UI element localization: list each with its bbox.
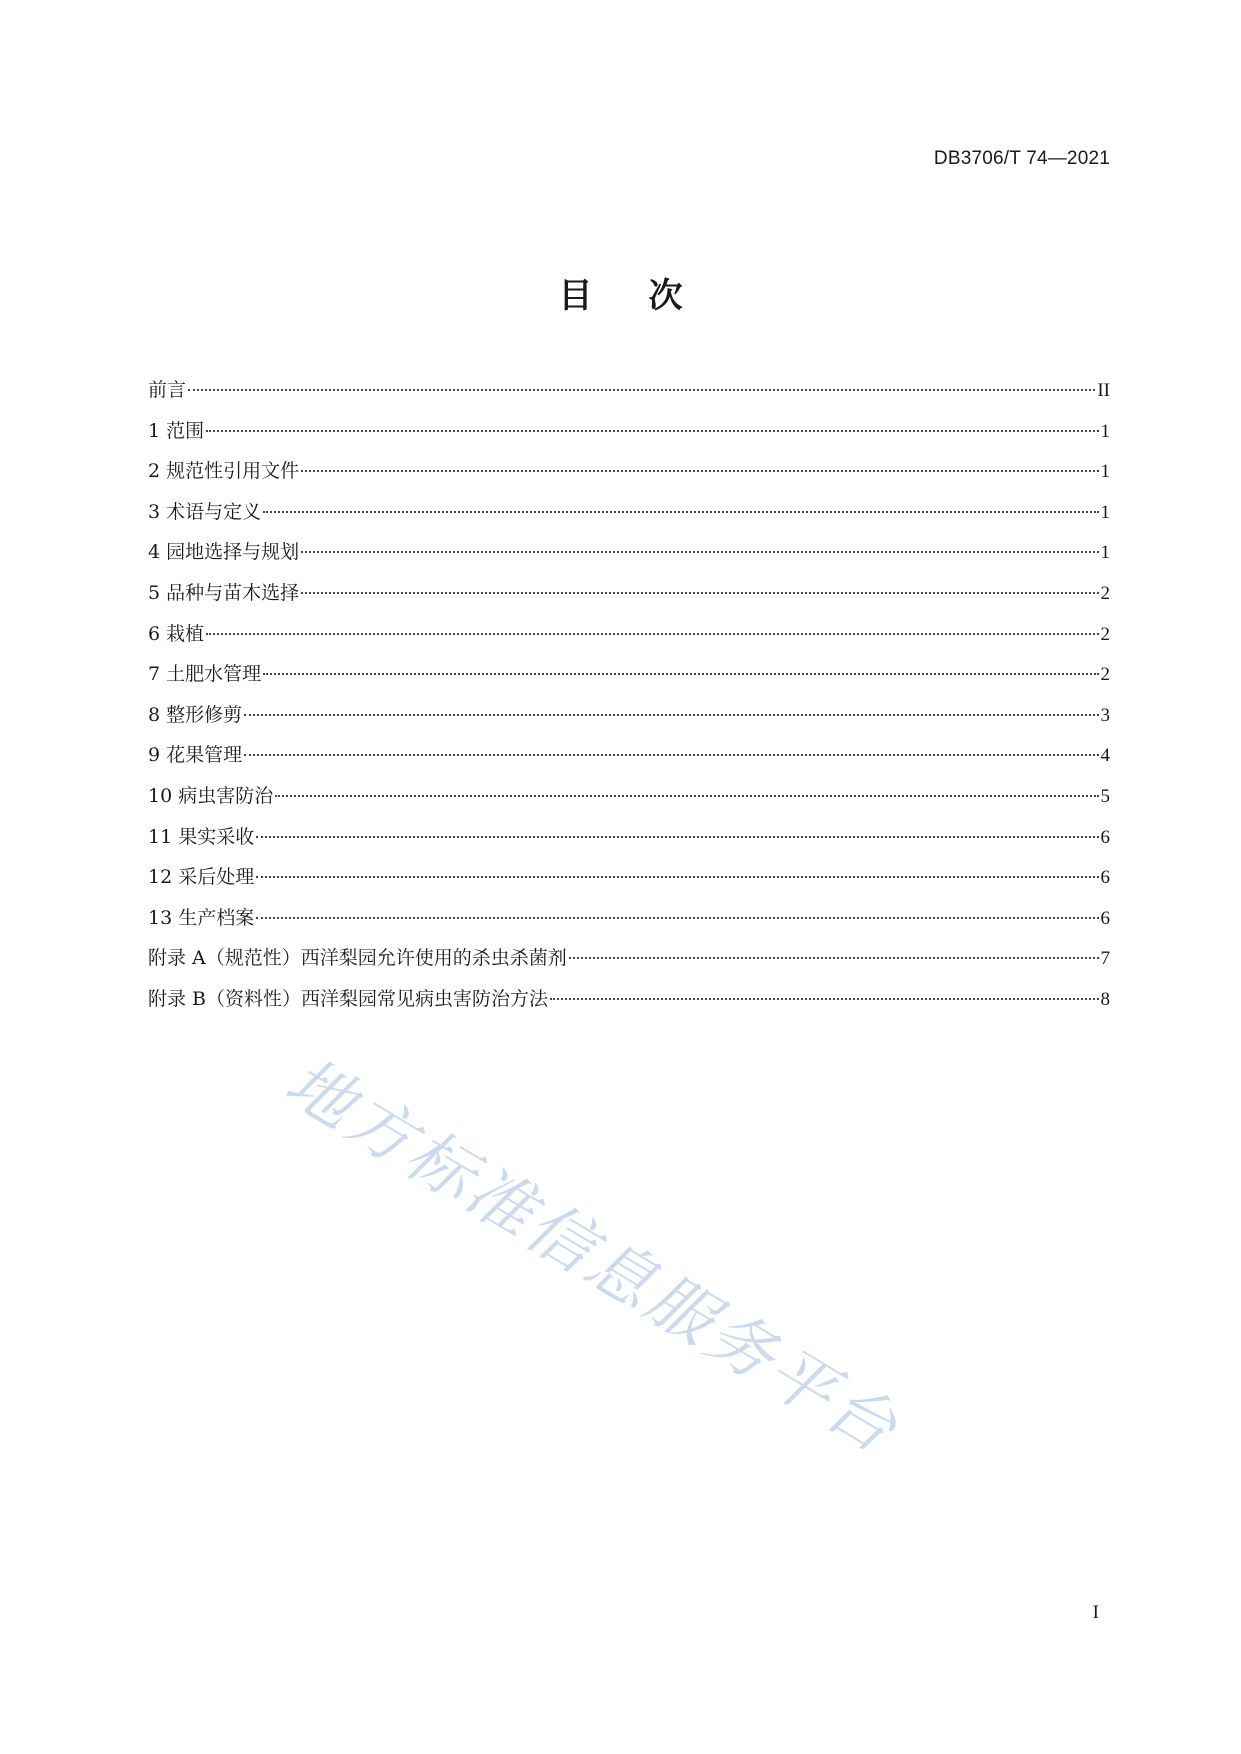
toc-entry-page: 1 (1100, 461, 1110, 483)
toc-entry-11[interactable] (148, 817, 1110, 858)
page-number: I (1092, 1602, 1099, 1623)
toc-entry-label: 1 范围 (148, 419, 205, 442)
toc-entry-foreword[interactable] (148, 370, 1110, 411)
toc-entry-page: 6 (1100, 907, 1110, 929)
toc-entry-appendix-a[interactable] (148, 938, 1110, 979)
dot-leader (206, 633, 1098, 635)
toc-entry-label: 附录 B（资料性）西洋梨园常见病虫害防治方法 (148, 987, 549, 1010)
toc-entry-label: 5 品种与苗木选择 (148, 581, 300, 604)
toc-entry-label: 4 园地选择与规划 (148, 541, 300, 564)
dot-leader (550, 998, 1098, 1000)
toc-entry-8[interactable] (148, 695, 1110, 736)
toc-entry-page: 6 (1100, 867, 1110, 889)
toc-entry-page: 2 (1100, 664, 1110, 686)
toc-entry-label: 10 病虫害防治 (148, 784, 274, 807)
toc-entry-page: 1 (1100, 542, 1110, 564)
toc-entry-page: 7 (1100, 948, 1110, 970)
toc-entry-label: 11 果实采收 (148, 825, 255, 848)
title-part-2: 次 (648, 276, 683, 316)
toc-entry-label: 前言 (148, 379, 187, 401)
dot-leader (256, 836, 1098, 838)
toc-entry-appendix-b[interactable] (148, 979, 1110, 1020)
dot-leader (244, 754, 1098, 756)
toc-entry-page: 1 (1100, 501, 1110, 523)
dot-leader (188, 389, 1095, 391)
dot-leader (301, 592, 1098, 594)
toc-entry-label: 8 整形修剪 (148, 703, 243, 726)
toc-entry-5[interactable] (148, 573, 1110, 614)
dot-leader (263, 511, 1098, 513)
toc-entry-page: 6 (1100, 826, 1110, 848)
dot-leader (301, 551, 1098, 553)
toc-entry-label: 7 土肥水管理 (148, 663, 262, 686)
toc-entry-page: 3 (1100, 704, 1110, 726)
toc-entry-13[interactable] (148, 898, 1110, 939)
dot-leader (256, 917, 1098, 919)
dot-leader (301, 470, 1098, 472)
toc-entry-label: 附录 A（规范性）西洋梨园允许使用的杀虫杀菌剂 (148, 947, 567, 970)
table-of-contents (148, 370, 1110, 1020)
page-title (0, 268, 1241, 317)
document-code: DB3706/T 74—2021 (933, 148, 1110, 169)
dot-leader (206, 430, 1098, 432)
toc-entry-label: 2 规范性引用文件 (148, 460, 300, 483)
toc-entry-page: 4 (1100, 745, 1110, 767)
toc-entry-12[interactable] (148, 857, 1110, 898)
toc-entry-1[interactable] (148, 411, 1110, 452)
dot-leader (569, 957, 1099, 959)
toc-entry-4[interactable] (148, 532, 1110, 573)
toc-entry-page: 2 (1100, 582, 1110, 604)
toc-entry-label: 12 采后处理 (148, 866, 255, 889)
toc-entry-2[interactable] (148, 451, 1110, 492)
toc-entry-page: 2 (1100, 623, 1110, 645)
toc-entry-label: 9 花果管理 (148, 744, 243, 767)
toc-entry-6[interactable] (148, 614, 1110, 655)
toc-entry-label: 13 生产档案 (148, 906, 255, 929)
toc-entry-page: II (1097, 380, 1110, 401)
dot-leader (275, 795, 1098, 797)
toc-entry-label: 6 栽植 (148, 622, 205, 645)
toc-entry-3[interactable] (148, 492, 1110, 533)
toc-entry-7[interactable] (148, 654, 1110, 695)
watermark: 地方标准信息服务平台 (272, 1042, 913, 1470)
toc-entry-page: 5 (1100, 785, 1110, 807)
toc-entry-label: 3 术语与定义 (148, 500, 262, 523)
dot-leader (263, 673, 1098, 675)
toc-entry-page: 8 (1100, 988, 1110, 1010)
title-part-1: 目 (558, 276, 593, 316)
dot-leader (256, 876, 1098, 878)
toc-entry-9[interactable] (148, 735, 1110, 776)
toc-entry-10[interactable] (148, 776, 1110, 817)
dot-leader (244, 714, 1098, 716)
toc-entry-page: 1 (1100, 420, 1110, 442)
